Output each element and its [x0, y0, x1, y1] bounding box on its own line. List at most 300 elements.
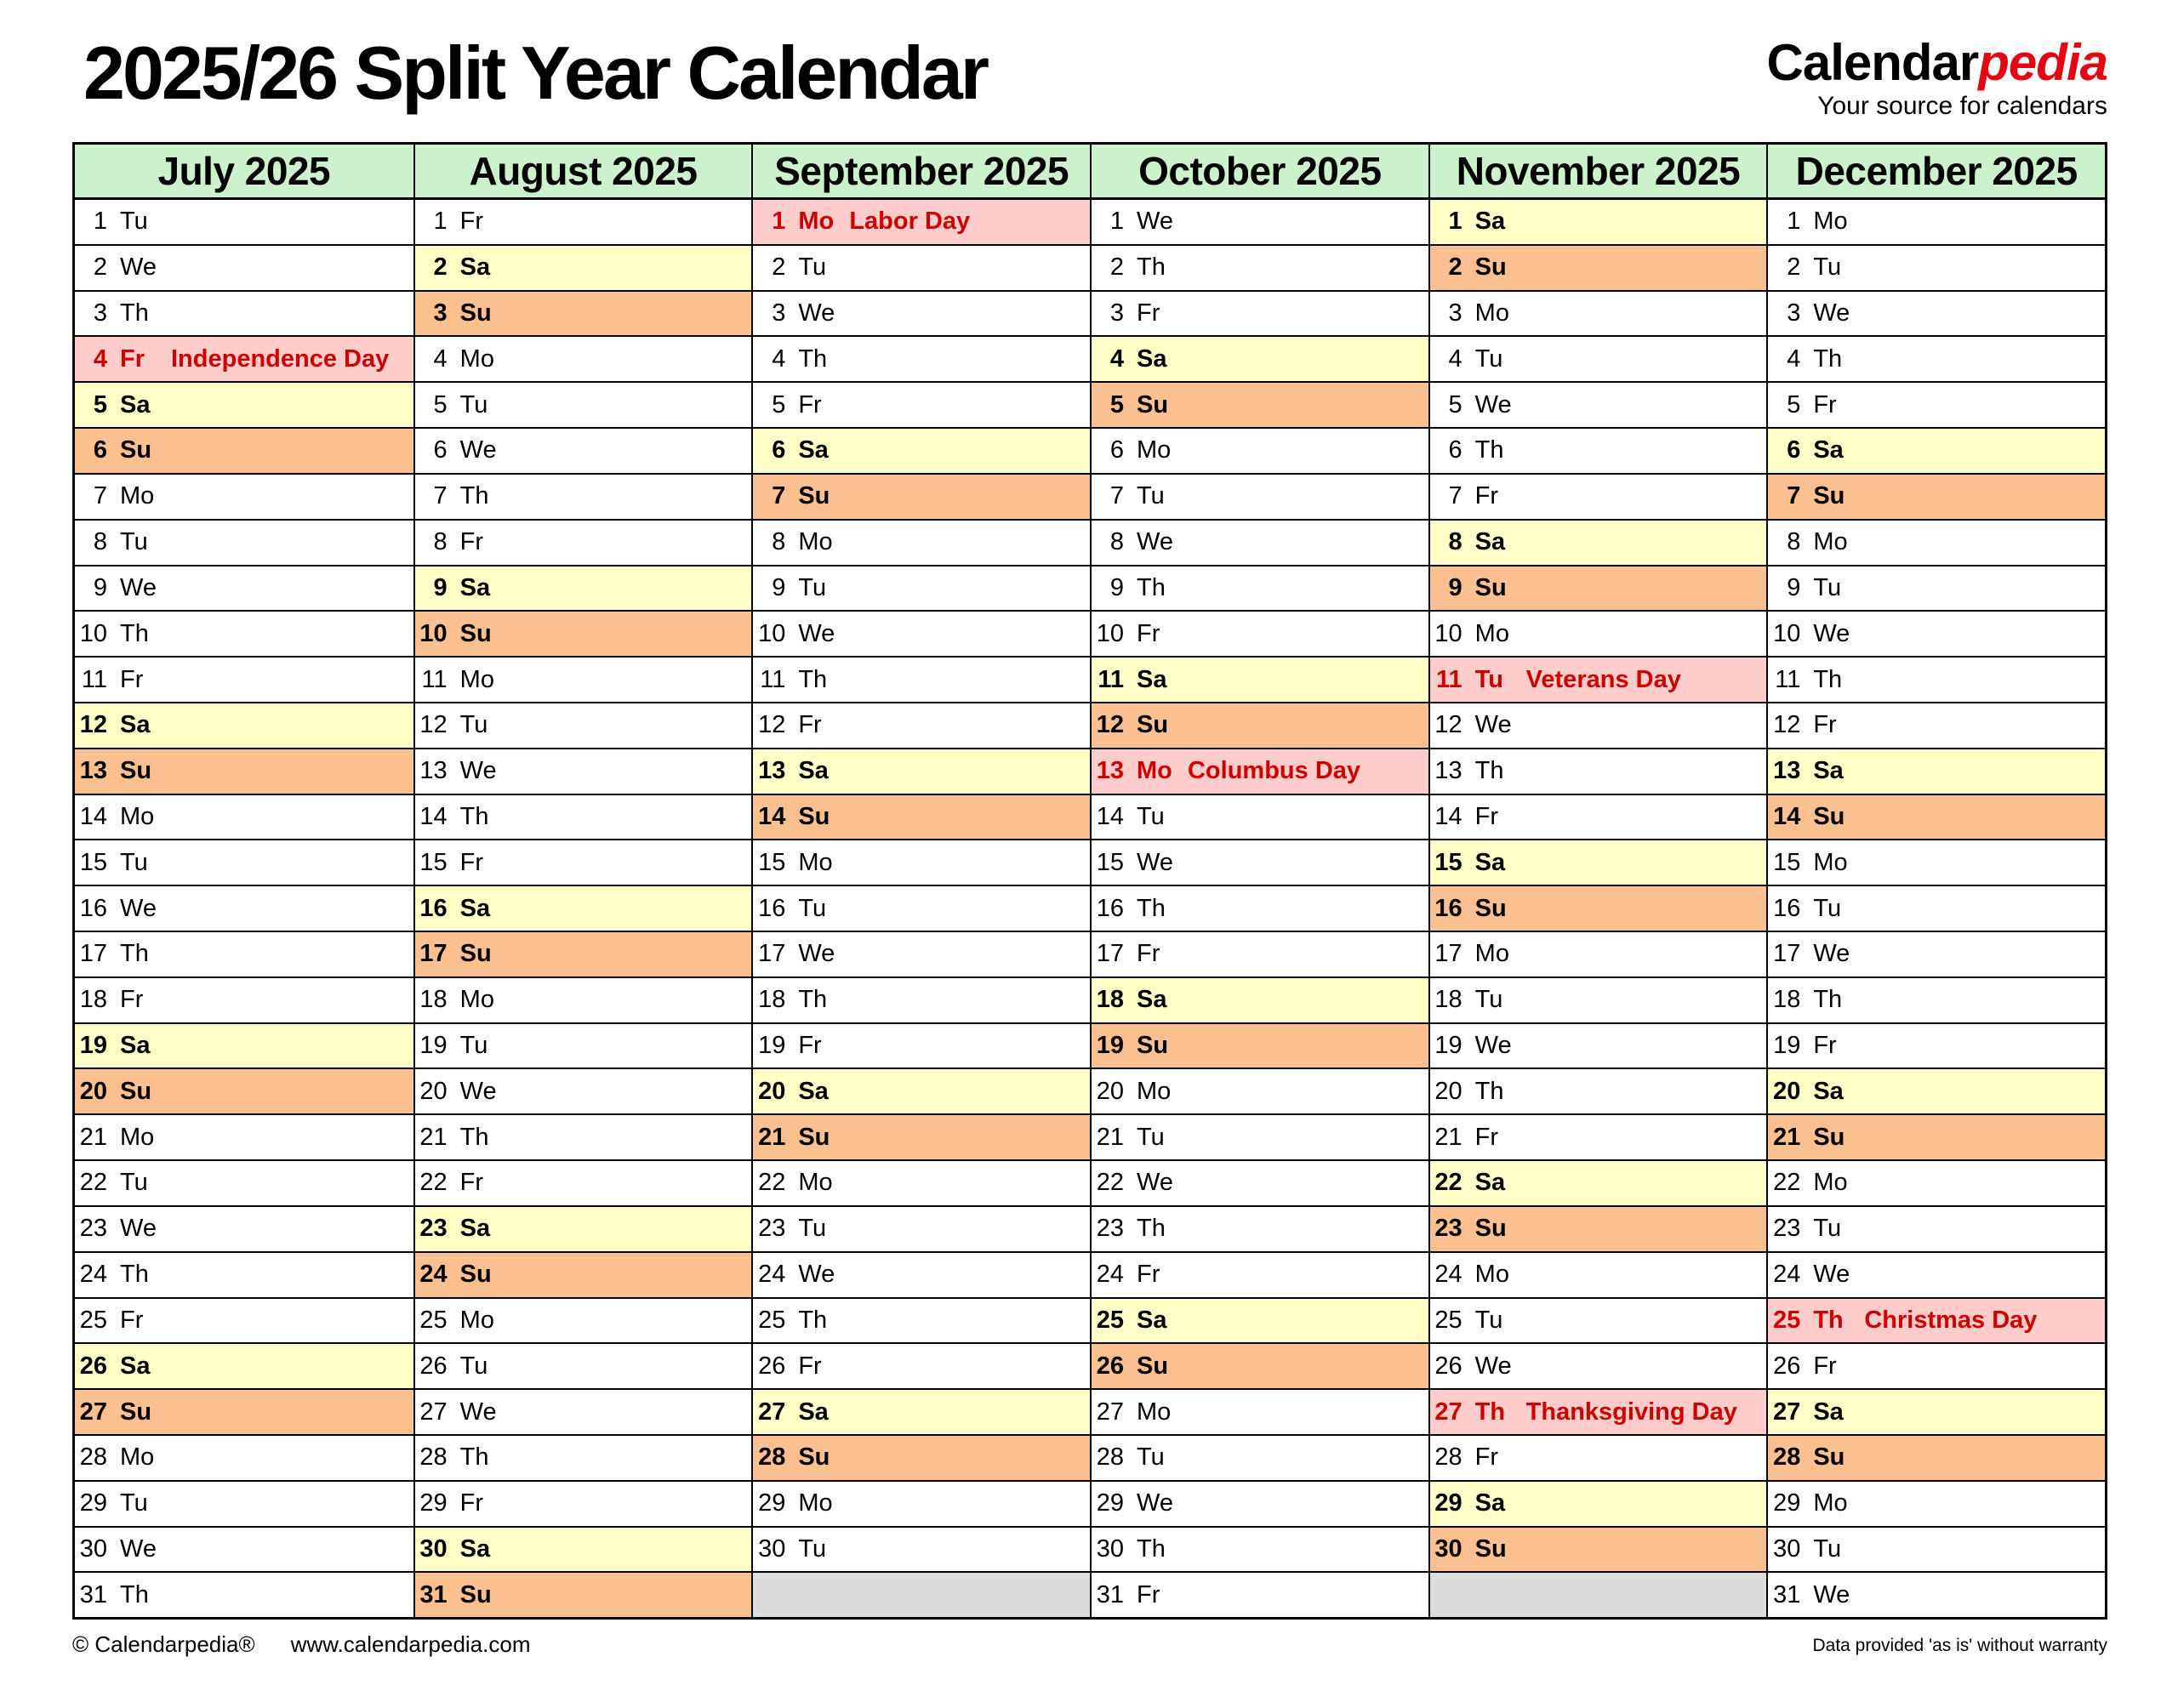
- day-weekday: Mo: [1813, 528, 1848, 556]
- day-number: 13: [419, 757, 448, 785]
- day-number: 23: [79, 1215, 107, 1243]
- day-weekday: Tu: [1813, 1534, 1842, 1563]
- day-weekday: Th: [1813, 1306, 1844, 1334]
- day-cell-december-2025-6: [1768, 429, 2105, 475]
- day-number: 3: [772, 299, 786, 327]
- day-weekday: Sa: [1474, 848, 1506, 876]
- day-weekday: We: [459, 1398, 497, 1426]
- copyright-text: © Calendarpedia®: [72, 1631, 255, 1657]
- day-weekday: Fr: [1136, 940, 1160, 968]
- day-number: 7: [1109, 482, 1124, 510]
- day-cell-november-2025-26: [1430, 1344, 1767, 1390]
- day-cell-december-2025-2: [1768, 246, 2105, 292]
- day-weekday: Su: [459, 1261, 492, 1289]
- day-number: 17: [758, 940, 786, 968]
- day-number: 9: [433, 573, 448, 601]
- day-cell-october-2025-28: [1092, 1436, 1428, 1482]
- day-number: 18: [1773, 986, 1801, 1014]
- day-cell-july-2025-13: [75, 749, 413, 795]
- day-number: 7: [1448, 482, 1462, 510]
- day-weekday: Fr: [1136, 1261, 1160, 1289]
- day-number: 6: [1787, 436, 1801, 464]
- day-number: 7: [433, 482, 448, 510]
- day-weekday: Th: [1813, 986, 1843, 1014]
- day-weekday: We: [798, 940, 835, 968]
- day-number: 12: [758, 711, 786, 739]
- day-weekday: We: [120, 1534, 157, 1563]
- day-cell-december-2025-23: [1768, 1207, 2105, 1253]
- day-number: 8: [93, 528, 107, 556]
- day-number: 22: [758, 1169, 786, 1197]
- day-weekday: We: [1813, 1580, 1850, 1608]
- day-number: 9: [1109, 573, 1124, 601]
- day-number: 13: [758, 757, 786, 785]
- day-weekday: We: [459, 757, 497, 785]
- day-number: 27: [1096, 1398, 1124, 1426]
- day-number: 14: [758, 802, 786, 830]
- day-number: 21: [419, 1123, 448, 1151]
- day-number: 2: [433, 253, 448, 282]
- day-weekday: Sa: [459, 1215, 491, 1243]
- day-weekday: Mo: [1474, 299, 1509, 327]
- day-weekday: Mo: [459, 665, 494, 693]
- day-cell-november-2025-2: [1430, 246, 1767, 292]
- day-weekday: Su: [798, 1443, 830, 1472]
- day-cell-july-2025-2: [75, 246, 413, 292]
- day-weekday: Su: [120, 1398, 152, 1426]
- day-weekday: Tu: [1136, 802, 1165, 830]
- day-cell-september-2025-14: [753, 795, 1090, 841]
- day-weekday: We: [1136, 208, 1173, 236]
- day-number: 31: [79, 1580, 107, 1608]
- day-number: 30: [419, 1534, 448, 1563]
- day-number: 19: [419, 1032, 448, 1060]
- day-number: 16: [1096, 894, 1124, 922]
- day-cell-october-2025-10: [1092, 612, 1428, 658]
- day-weekday: We: [1813, 940, 1850, 968]
- day-number: 15: [758, 848, 786, 876]
- day-weekday: Tu: [798, 894, 827, 922]
- day-number: 10: [758, 619, 786, 647]
- day-number: 20: [758, 1077, 786, 1105]
- day-weekday: Su: [798, 1123, 830, 1151]
- day-number: 7: [1787, 482, 1801, 510]
- day-cell-august-2025-6: [415, 429, 752, 475]
- day-weekday: Tu: [1813, 573, 1842, 601]
- day-number: 22: [1096, 1169, 1124, 1197]
- day-number: 25: [79, 1306, 107, 1334]
- day-weekday: Tu: [1813, 253, 1842, 282]
- day-cell-october-2025-17: [1092, 932, 1428, 978]
- day-cell-july-2025-14: [75, 795, 413, 841]
- day-cell-november-2025-12: [1430, 703, 1767, 749]
- day-cell-october-2025-29: [1092, 1482, 1428, 1528]
- month-header: August 2025: [415, 145, 752, 200]
- holiday-label: Columbus Day: [1187, 757, 1361, 785]
- day-weekday: Mo: [1813, 1489, 1848, 1517]
- day-weekday: Th: [1474, 1398, 1506, 1426]
- day-weekday: Fr: [1813, 390, 1837, 418]
- day-cell-july-2025-28: [75, 1436, 413, 1482]
- day-number: 24: [1096, 1261, 1124, 1289]
- day-number: 1: [433, 208, 448, 236]
- day-weekday: Fr: [459, 1169, 484, 1197]
- day-cell-july-2025-26: [75, 1344, 413, 1390]
- day-number: 28: [79, 1443, 107, 1472]
- day-cell-july-2025-5: [75, 383, 413, 429]
- day-weekday: Sa: [1813, 1077, 1844, 1105]
- logo-wordmark: [1766, 34, 2107, 91]
- day-weekday: Su: [1474, 1534, 1507, 1563]
- day-weekday: Mo: [1136, 1398, 1172, 1426]
- day-cell-december-2025-18: [1768, 978, 2105, 1024]
- day-cell-july-2025-17: [75, 932, 413, 978]
- day-weekday: Su: [1813, 482, 1845, 510]
- day-number: 14: [1096, 802, 1124, 830]
- day-cell-august-2025-19: [415, 1024, 752, 1070]
- day-cell-july-2025-9: [75, 566, 413, 612]
- day-number: 29: [758, 1489, 786, 1517]
- day-number: 18: [419, 986, 448, 1014]
- day-number: 5: [1109, 390, 1124, 418]
- day-weekday: Sa: [798, 1398, 829, 1426]
- day-cell-october-2025-15: [1092, 840, 1428, 886]
- day-number: 12: [79, 711, 107, 739]
- day-weekday: Mo: [1813, 208, 1848, 236]
- day-number: 25: [1434, 1306, 1462, 1334]
- day-weekday: Fr: [1136, 619, 1160, 647]
- day-number: 25: [1096, 1306, 1124, 1334]
- day-number: 4: [772, 344, 786, 373]
- day-number: 16: [758, 894, 786, 922]
- day-weekday: Th: [798, 986, 828, 1014]
- day-number: 15: [419, 848, 448, 876]
- day-cell-september-2025-1: [753, 200, 1090, 246]
- day-weekday: Tu: [1136, 1123, 1165, 1151]
- day-cell-october-2025-7: [1092, 475, 1428, 521]
- day-weekday: Fr: [798, 1352, 822, 1380]
- day-cell-december-2025-25: [1768, 1299, 2105, 1345]
- day-cell-december-2025-22: [1768, 1161, 2105, 1207]
- day-cell-november-2025-10: [1430, 612, 1767, 658]
- day-number: 20: [1773, 1077, 1801, 1105]
- day-number: 24: [1434, 1261, 1462, 1289]
- day-number: 25: [1773, 1306, 1801, 1334]
- day-weekday: Fr: [120, 1306, 144, 1334]
- day-weekday: Tu: [798, 253, 827, 282]
- day-cell-august-2025-10: [415, 612, 752, 658]
- day-number: 26: [79, 1352, 107, 1380]
- day-cell-september-2025-23: [753, 1207, 1090, 1253]
- day-cell-august-2025-5: [415, 383, 752, 429]
- day-cell-october-2025-3: [1092, 292, 1428, 338]
- day-weekday: Su: [1474, 1215, 1507, 1243]
- day-cell-august-2025-23: [415, 1207, 752, 1253]
- day-cell-october-2025-26: [1092, 1344, 1428, 1390]
- day-number: 29: [419, 1489, 448, 1517]
- day-cell-november-2025-1: [1430, 200, 1767, 246]
- day-number: 10: [1096, 619, 1124, 647]
- day-cell-december-2025-20: [1768, 1069, 2105, 1115]
- day-number: 20: [1434, 1077, 1462, 1105]
- day-number: 23: [758, 1215, 786, 1243]
- day-weekday: Mo: [120, 802, 155, 830]
- day-weekday: Th: [798, 344, 828, 373]
- day-weekday: Tu: [120, 528, 148, 556]
- day-number: 21: [758, 1123, 786, 1151]
- day-cell-august-2025-26: [415, 1344, 752, 1390]
- day-number: 5: [772, 390, 786, 418]
- day-weekday: Th: [1136, 894, 1166, 922]
- day-cell-july-2025-23: [75, 1207, 413, 1253]
- day-weekday: We: [1474, 1352, 1512, 1380]
- day-cell-november-2025-16: [1430, 886, 1767, 932]
- day-number: 9: [772, 573, 786, 601]
- footer-disclaimer: Data provided 'as is' without warranty: [1812, 1636, 2107, 1655]
- day-number: 18: [1096, 986, 1124, 1014]
- day-cell-august-2025-17: [415, 932, 752, 978]
- day-cell-july-2025-11: [75, 658, 413, 703]
- day-number: 17: [1096, 940, 1124, 968]
- day-number: 7: [93, 482, 107, 510]
- day-weekday: Sa: [798, 757, 829, 785]
- day-cell-november-2025-14: [1430, 795, 1767, 841]
- day-cell-july-2025-12: [75, 703, 413, 749]
- day-number: 13: [79, 757, 107, 785]
- day-number: 4: [93, 344, 107, 373]
- day-cell-august-2025-9: [415, 566, 752, 612]
- day-number: 7: [772, 482, 786, 510]
- day-number: 14: [79, 802, 107, 830]
- day-cell-december-2025-4: [1768, 337, 2105, 383]
- day-number: 2: [772, 253, 786, 282]
- day-weekday: Fr: [459, 1489, 484, 1517]
- day-number: 30: [1434, 1534, 1462, 1563]
- day-cell-november-2025-27: [1430, 1390, 1767, 1436]
- day-cell-august-2025-31: [415, 1573, 752, 1617]
- day-weekday: Su: [1136, 390, 1169, 418]
- day-weekday: Fr: [459, 528, 484, 556]
- day-cell-july-2025-30: [75, 1528, 413, 1574]
- day-cell-october-2025-6: [1092, 429, 1428, 475]
- day-weekday: Mo: [1474, 619, 1509, 647]
- day-number: 19: [1096, 1032, 1124, 1060]
- day-cell-august-2025-7: [415, 475, 752, 521]
- day-weekday: Tu: [120, 208, 148, 236]
- day-weekday: Sa: [459, 1534, 491, 1563]
- day-number: 26: [758, 1352, 786, 1380]
- day-cell-july-2025-31: [75, 1573, 413, 1617]
- day-cell-september-2025-12: [753, 703, 1090, 749]
- day-weekday: Sa: [1136, 1306, 1167, 1334]
- day-cell-october-2025-14: [1092, 795, 1428, 841]
- month-header: October 2025: [1092, 145, 1428, 200]
- day-weekday: Tu: [120, 1169, 148, 1197]
- day-weekday: Sa: [459, 253, 491, 282]
- day-cell-december-2025-21: [1768, 1115, 2105, 1161]
- day-cell-august-2025-8: [415, 521, 752, 566]
- day-weekday: Su: [120, 757, 152, 785]
- day-cell-november-2025-20: [1430, 1069, 1767, 1115]
- day-number: 16: [1773, 894, 1801, 922]
- day-number: 20: [419, 1077, 448, 1105]
- day-weekday: Sa: [1813, 436, 1844, 464]
- month-column-august-2025: [413, 145, 752, 1617]
- day-cell-july-2025-24: [75, 1253, 413, 1299]
- day-weekday: Mo: [459, 1306, 494, 1334]
- day-weekday: Mo: [459, 986, 494, 1014]
- day-weekday: Tu: [1813, 894, 1842, 922]
- day-number: 1: [1448, 208, 1462, 236]
- day-cell-december-2025-12: [1768, 703, 2105, 749]
- day-cell-december-2025-7: [1768, 475, 2105, 521]
- holiday-label: Thanksgiving Day: [1525, 1398, 1737, 1426]
- day-number: 8: [772, 528, 786, 556]
- day-cell-october-2025-4: [1092, 337, 1428, 383]
- day-number: 8: [1787, 528, 1801, 556]
- day-number: 29: [1434, 1489, 1462, 1517]
- day-number: 8: [1448, 528, 1462, 556]
- day-cell-november-2025-17: [1430, 932, 1767, 978]
- day-weekday: Tu: [1474, 344, 1503, 373]
- day-weekday: Su: [1813, 802, 1845, 830]
- day-cell-september-2025-24: [753, 1253, 1090, 1299]
- day-cell-november-2025-29: [1430, 1482, 1767, 1528]
- day-weekday: Su: [1474, 573, 1507, 601]
- day-number: 28: [1773, 1443, 1801, 1472]
- day-weekday: Su: [459, 619, 492, 647]
- day-number: 4: [1109, 344, 1124, 373]
- day-weekday: Mo: [459, 344, 494, 373]
- day-number: 17: [1773, 940, 1801, 968]
- day-weekday: Tu: [459, 1352, 488, 1380]
- day-number: 6: [1448, 436, 1462, 464]
- day-number: 6: [772, 436, 786, 464]
- day-weekday: Fr: [459, 848, 484, 876]
- day-weekday: Mo: [1136, 436, 1172, 464]
- day-weekday: Su: [459, 299, 492, 327]
- day-cell-july-2025-19: [75, 1024, 413, 1070]
- footer-copyright: [72, 1631, 530, 1658]
- day-weekday: We: [1813, 299, 1850, 327]
- day-cell-july-2025-1: [75, 200, 413, 246]
- day-weekday: Fr: [120, 344, 145, 373]
- day-cell-october-2025-21: [1092, 1115, 1428, 1161]
- month-header: September 2025: [753, 145, 1090, 200]
- day-cell-october-2025-25: [1092, 1299, 1428, 1345]
- day-cell-september-2025-16: [753, 886, 1090, 932]
- day-weekday: Fr: [1474, 1443, 1499, 1472]
- day-number: 2: [1448, 253, 1462, 282]
- day-cell-september-2025-7: [753, 475, 1090, 521]
- day-weekday: Su: [459, 940, 492, 968]
- day-number: 24: [758, 1261, 786, 1289]
- day-weekday: Tu: [798, 1215, 827, 1243]
- day-cell-november-2025-28: [1430, 1436, 1767, 1482]
- day-weekday: Mo: [1474, 1261, 1509, 1289]
- day-number: 3: [433, 299, 448, 327]
- day-cell-august-2025-16: [415, 886, 752, 932]
- day-number: 3: [1448, 299, 1462, 327]
- day-weekday: Su: [120, 436, 152, 464]
- day-number: 16: [1434, 894, 1462, 922]
- day-cell-september-2025-11: [753, 658, 1090, 703]
- day-weekday: Th: [459, 1443, 489, 1472]
- day-weekday: Th: [1474, 436, 1504, 464]
- day-weekday: Fr: [1474, 482, 1499, 510]
- day-cell-september-2025-2: [753, 246, 1090, 292]
- day-number: 13: [1773, 757, 1801, 785]
- day-weekday: Sa: [120, 1352, 151, 1380]
- day-weekday: Su: [1136, 1352, 1169, 1380]
- day-cell-august-2025-21: [415, 1115, 752, 1161]
- day-cell-july-2025-10: [75, 612, 413, 658]
- day-cell-august-2025-27: [415, 1390, 752, 1436]
- day-number: 23: [1096, 1215, 1124, 1243]
- day-cell-november-2025-15: [1430, 840, 1767, 886]
- day-number: 29: [79, 1489, 107, 1517]
- day-cell-august-2025-1: [415, 200, 752, 246]
- day-weekday: We: [1136, 528, 1173, 556]
- day-weekday: Fr: [120, 665, 144, 693]
- calendarpedia-url-link[interactable]: www.calendarpedia.com: [290, 1631, 531, 1657]
- day-number: 10: [419, 619, 448, 647]
- month-column-september-2025: [751, 145, 1090, 1617]
- day-weekday: We: [1813, 619, 1850, 647]
- day-weekday: We: [1474, 711, 1512, 739]
- day-weekday: Th: [1474, 1077, 1504, 1105]
- day-cell-august-2025-3: [415, 292, 752, 338]
- day-cell-october-2025-20: [1092, 1069, 1428, 1115]
- day-number: 11: [760, 665, 786, 693]
- day-weekday: Th: [1474, 757, 1504, 785]
- day-weekday: Su: [798, 802, 830, 830]
- day-weekday: Th: [459, 1123, 489, 1151]
- day-number: 19: [79, 1032, 107, 1060]
- day-cell-december-2025-13: [1768, 749, 2105, 795]
- day-weekday: We: [459, 1077, 497, 1105]
- day-number: 17: [79, 940, 107, 968]
- day-weekday: Th: [1136, 1534, 1166, 1563]
- day-weekday: We: [1474, 1032, 1512, 1060]
- day-number: 31: [419, 1580, 448, 1608]
- day-number: 4: [1448, 344, 1462, 373]
- day-weekday: Su: [459, 1580, 492, 1608]
- day-weekday: Th: [120, 619, 149, 647]
- day-cell-december-2025-14: [1768, 795, 2105, 841]
- day-number: 3: [93, 299, 107, 327]
- day-number: 19: [758, 1032, 786, 1060]
- day-weekday: Fr: [459, 208, 484, 236]
- day-weekday: Su: [798, 482, 830, 510]
- day-number: 4: [433, 344, 448, 373]
- day-number: 22: [79, 1169, 107, 1197]
- day-number: 9: [93, 573, 107, 601]
- day-cell-september-2025-19: [753, 1024, 1090, 1070]
- day-weekday: Fr: [1136, 299, 1160, 327]
- day-number: 11: [421, 665, 448, 693]
- day-cell-november-2025-23: [1430, 1207, 1767, 1253]
- day-weekday: Tu: [1474, 665, 1503, 693]
- day-cell-july-2025-6: [75, 429, 413, 475]
- day-cell-july-2025-29: [75, 1482, 413, 1528]
- day-cell-october-2025-27: [1092, 1390, 1428, 1436]
- day-number: 8: [1109, 528, 1124, 556]
- day-weekday: Th: [120, 1580, 149, 1608]
- day-cell-december-2025-15: [1768, 840, 2105, 886]
- day-weekday: Tu: [459, 711, 488, 739]
- day-cell-july-2025-4: [75, 337, 413, 383]
